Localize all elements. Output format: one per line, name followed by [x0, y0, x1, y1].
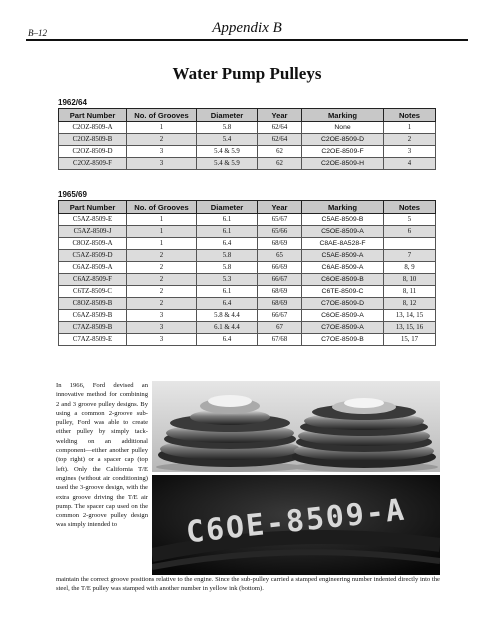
col-part-number-cell: C7AZ-8509-E — [59, 334, 127, 346]
col-grooves-cell: 2 — [127, 298, 197, 310]
col-diameter-cell: 5.4 & 5.9 — [197, 158, 258, 170]
col-year-cell: 68/69 — [258, 238, 302, 250]
col-year-cell: 67/68 — [258, 334, 302, 346]
table-header-row — [59, 201, 436, 214]
col-part-number-cell: C5AZ-8509-E — [59, 214, 127, 226]
col-notes-cell: 6 — [384, 226, 436, 238]
col-grooves-header: No. of Grooves — [127, 201, 197, 214]
col-grooves-cell: 3 — [127, 334, 197, 346]
col-diameter-cell: 5.8 & 4.4 — [197, 310, 258, 322]
col-marking-cell: C5AE-8509-B — [302, 214, 384, 226]
col-part-number-cell: C2OZ-8509-B — [59, 134, 127, 146]
col-part-number-cell: C8OZ-8509-B — [59, 298, 127, 310]
table-row — [59, 158, 436, 170]
running-title: Appendix B — [212, 20, 282, 36]
col-grooves-cell: 3 — [127, 158, 197, 170]
col-part-number-cell: C6AZ-8509-A — [59, 262, 127, 274]
col-notes-cell: 2 — [384, 134, 436, 146]
col-grooves-cell: 2 — [127, 134, 197, 146]
col-part-number-cell: C2OZ-8509-D — [59, 146, 127, 158]
pulley-table-1962-64 — [58, 108, 436, 170]
page-header — [26, 14, 468, 40]
col-marking-header: Marking — [302, 109, 384, 122]
col-diameter-header: Diameter — [197, 201, 258, 214]
col-year-cell: 62 — [258, 146, 302, 158]
col-marking-cell: C2OE-8509-H — [302, 158, 384, 170]
table-row — [59, 226, 436, 238]
col-diameter-cell: 6.1 — [197, 226, 258, 238]
col-notes-cell: 8, 10 — [384, 274, 436, 286]
col-marking-cell: C5AE-8509-A — [302, 250, 384, 262]
col-grooves-cell: 2 — [127, 274, 197, 286]
table-row — [59, 134, 436, 146]
col-year-cell: 66/67 — [258, 310, 302, 322]
col-notes-cell: 1 — [384, 122, 436, 134]
page-title: Water Pump Pulleys — [172, 64, 322, 83]
col-diameter-cell: 5.3 — [197, 274, 258, 286]
col-year-header: Year — [258, 109, 302, 122]
col-part-number-cell: C6AZ-8509-F — [59, 274, 127, 286]
col-notes-cell: 7 — [384, 250, 436, 262]
table-row — [59, 262, 436, 274]
col-notes-cell: 5 — [384, 214, 436, 226]
col-grooves-cell: 1 — [127, 238, 197, 250]
col-part-number-cell: C7AZ-8509-B — [59, 322, 127, 334]
col-year-cell: 66/69 — [258, 262, 302, 274]
col-diameter-cell: 5.8 — [197, 262, 258, 274]
col-notes-cell — [384, 238, 436, 250]
side-paragraph: In 1966, Ford devised an innovative method for combining 2 and 3 groove pulley designs. By using a common 2-groove sub-pulley, Ford was able to create either pulley by simply tack-welding on an additional component—either another pulley (top right) or a spacer cap (top left). Only the California T/E engines (without air conditioning) used the 3-groove design, with the extra groove driving the T/E air pump. The spacer cap used on the common 2-groove pulley design was simply intended to — [56, 382, 148, 529]
col-grooves-cell: 2 — [127, 286, 197, 298]
col-marking-cell: C7OE-8509-A — [302, 322, 384, 334]
col-marking-cell: C6OE-8509-A — [302, 310, 384, 322]
col-part-number-header: Part Number — [59, 109, 127, 122]
col-part-number-cell: C5AZ-8509-D — [59, 250, 127, 262]
col-marking-cell: C6TE-8509-C — [302, 286, 384, 298]
col-year-cell: 68/69 — [258, 298, 302, 310]
col-year-cell: 65/67 — [258, 214, 302, 226]
col-marking-cell: C2OE-8509-D — [302, 134, 384, 146]
col-diameter-cell: 5.4 — [197, 134, 258, 146]
section-label-1965-69: 1965/69 — [58, 190, 87, 199]
bottom-paragraph: maintain the correct groove positions relative to the engine. Since the sub-pulley carried a stamped engineering number indented directly into the steel, the T/E pulley was stamped with another number in yellow ink (bottom). — [56, 576, 440, 593]
table-row — [59, 286, 436, 298]
table-row — [59, 238, 436, 250]
col-diameter-cell: 5.4 & 5.9 — [197, 146, 258, 158]
col-year-cell: 62 — [258, 158, 302, 170]
col-diameter-cell: 6.4 — [197, 334, 258, 346]
col-diameter-cell: 6.1 — [197, 286, 258, 298]
col-grooves-cell: 1 — [127, 226, 197, 238]
col-notes-cell: 4 — [384, 158, 436, 170]
col-diameter-cell: 6.4 — [197, 298, 258, 310]
col-notes-cell: 15, 17 — [384, 334, 436, 346]
page-number: B–12 — [28, 28, 47, 38]
col-notes-header: Notes — [384, 201, 436, 214]
pulleys-photo — [152, 381, 440, 472]
col-marking-cell: None — [302, 122, 384, 134]
col-marking-cell: C7OE-8509-B — [302, 334, 384, 346]
table-row — [59, 310, 436, 322]
col-grooves-cell: 1 — [127, 214, 197, 226]
col-part-number-cell: C5AZ-8509-J — [59, 226, 127, 238]
col-marking-header: Marking — [302, 201, 384, 214]
col-diameter-cell: 6.1 & 4.4 — [197, 322, 258, 334]
col-notes-cell: 13, 14, 15 — [384, 310, 436, 322]
col-part-number-header: Part Number — [59, 201, 127, 214]
col-notes-header: Notes — [384, 109, 436, 122]
pulley-table-1965-69 — [58, 200, 436, 346]
col-grooves-cell: 1 — [127, 122, 197, 134]
col-part-number-cell: C2OZ-8509-F — [59, 158, 127, 170]
col-part-number-cell: C6AZ-8509-B — [59, 310, 127, 322]
col-marking-cell: C5OE-8509-A — [302, 226, 384, 238]
table-row — [59, 122, 436, 134]
col-marking-cell: C8AE-8A528-F — [302, 238, 384, 250]
table-row — [59, 146, 436, 158]
col-year-cell: 65 — [258, 250, 302, 262]
col-year-cell: 65/66 — [258, 226, 302, 238]
section-label-1962-64: 1962/64 — [58, 98, 87, 107]
table-row — [59, 322, 436, 334]
col-grooves-cell: 3 — [127, 146, 197, 158]
col-notes-cell: 13, 15, 16 — [384, 322, 436, 334]
table-row — [59, 334, 436, 346]
col-notes-cell: 8, 9 — [384, 262, 436, 274]
col-diameter-cell: 5.8 — [197, 122, 258, 134]
col-diameter-header: Diameter — [197, 109, 258, 122]
col-year-cell: 62/64 — [258, 122, 302, 134]
stamped-number-text: C6OE-8509-A — [184, 492, 408, 551]
col-diameter-cell: 6.1 — [197, 214, 258, 226]
col-marking-cell: C2OE-8509-F — [302, 146, 384, 158]
col-marking-cell: C6OE-8509-B — [302, 274, 384, 286]
col-notes-cell: 3 — [384, 146, 436, 158]
table-header-row — [59, 109, 436, 122]
col-year-cell: 66/67 — [258, 274, 302, 286]
col-grooves-cell: 2 — [127, 262, 197, 274]
col-diameter-cell: 5.8 — [197, 250, 258, 262]
col-marking-cell: C7OE-8509-D — [302, 298, 384, 310]
table-row — [59, 214, 436, 226]
col-year-cell: 68/69 — [258, 286, 302, 298]
col-year-header: Year — [258, 201, 302, 214]
col-grooves-header: No. of Grooves — [127, 109, 197, 122]
table-row — [59, 298, 436, 310]
col-year-cell: 62/64 — [258, 134, 302, 146]
col-part-number-cell: C2OZ-8509-A — [59, 122, 127, 134]
col-grooves-cell: 3 — [127, 322, 197, 334]
col-notes-cell: 8, 12 — [384, 298, 436, 310]
col-marking-cell: C6AE-8509-A — [302, 262, 384, 274]
col-grooves-cell: 3 — [127, 310, 197, 322]
col-notes-cell: 8, 11 — [384, 286, 436, 298]
col-diameter-cell: 6.4 — [197, 238, 258, 250]
header-rule — [26, 39, 468, 41]
col-part-number-cell: C6TZ-8509-C — [59, 286, 127, 298]
col-part-number-cell: C8OZ-8509-A — [59, 238, 127, 250]
col-year-cell: 67 — [258, 322, 302, 334]
table-row — [59, 274, 436, 286]
table-row — [59, 250, 436, 262]
stamped-number-photo — [152, 475, 440, 575]
col-grooves-cell: 2 — [127, 250, 197, 262]
